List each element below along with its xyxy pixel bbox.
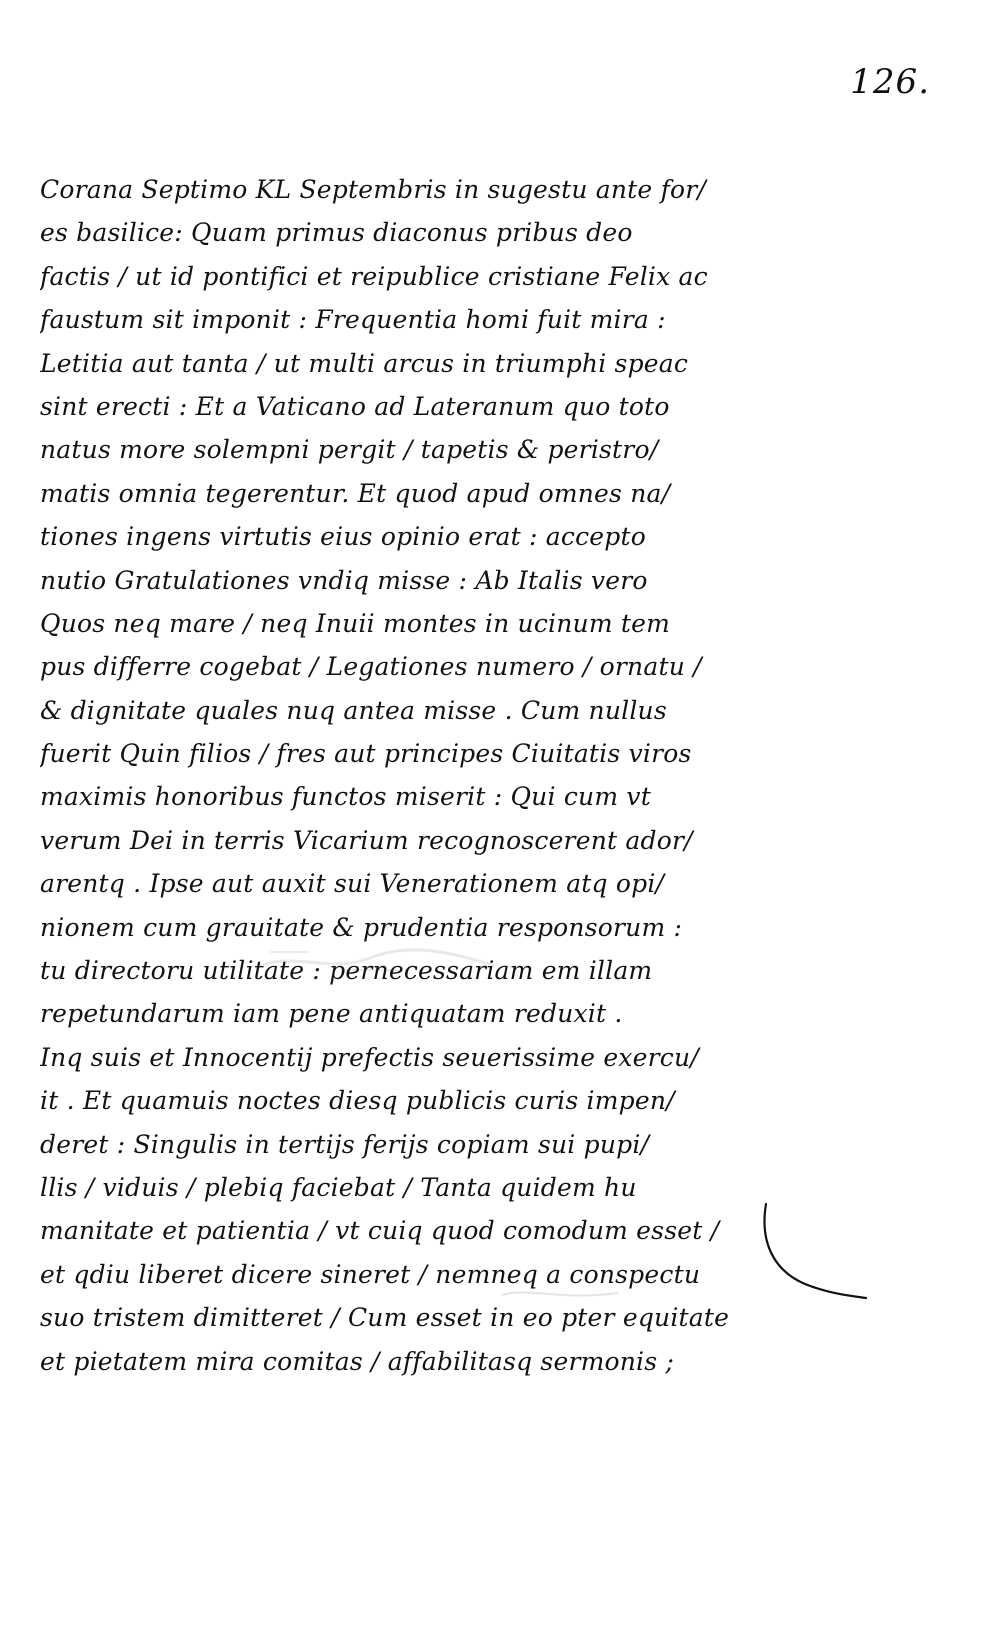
bleed-through-mark [500,1285,620,1303]
manuscript-line: Quos neq mare / neq Inuii montes in ucinum tem [40,608,671,638]
manuscript-line: natus more solempni pergit / tapetis & peristro/ [40,435,659,465]
manuscript-text-block [40,168,780,1383]
manuscript-line: tu directoru utilitate : pernecessariam em illam [40,956,653,986]
pen-flourish [760,1200,870,1300]
manuscript-line: maximis honoribus functos miserit : Qui cum vt [40,782,651,812]
manuscript-line: manitate et patientia / vt cuiq quod comodum esset / [40,1216,720,1246]
manuscript-line: Corana Septimo KL Septembris in sugestu ante for/ [40,175,707,204]
manuscript-line: matis omnia tegerentur. Et quod apud omnes na/ [40,478,671,508]
manuscript-line: es basilice: Quam primus diaconus pribus deo [40,218,633,248]
manuscript-line: & dignitate quales nuq antea misse . Cum nullus [40,695,667,725]
manuscript-line: faustum sit imponit : Frequentia homi fuit mira : [40,305,666,335]
manuscript-line: fuerit Quin filios / fres aut principes Ciuitatis viros [40,739,692,769]
manuscript-line: nionem cum grauitate & prudentia responsorum : [40,912,683,942]
manuscript-line: deret : Singulis in tertijs ferijs copiam sui pupi/ [40,1129,650,1159]
manuscript-line: sint erecti : Et a Vaticano ad Lateranum quo toto [40,391,670,421]
manuscript-line: repetundarum iam pene antiquatam reduxit . [40,999,623,1029]
manuscript-line: pus differre cogebat / Legationes numero / ornatu / [40,652,702,682]
manuscript-line: Letitia aut tanta / ut multi arcus in triumphi speac [40,348,689,378]
bleed-through-mark [250,940,500,980]
manuscript-line: nutio Gratulationes vndiq misse : Ab Italis vero [40,565,648,595]
manuscript-line: arentq . Ipse aut auxit sui Venerationem atq opi/ [40,869,665,899]
manuscript-line: suo tristem dimitteret / Cum esset in eo pter equitate [40,1303,730,1333]
manuscript-line: verum Dei in terris Vicarium recognoscerent ador/ [40,825,693,855]
manuscript-line: it . Et quamuis noctes diesq publicis curis impen/ [40,1086,675,1116]
manuscript-line: et qdiu liberet dicere sineret / nemneq a conspectu [40,1259,701,1289]
folio-number: 126. [850,62,930,102]
manuscript-line: et pietatem mira comitas / affabilitasq sermonis ; [40,1346,675,1376]
manuscript-line: Inq suis et Innocentij prefectis seuerissime exercu/ [40,1042,699,1072]
manuscript-line: factis / ut id pontifici et reipublice cristiane Felix ac [40,261,708,291]
manuscript-line: llis / viduis / plebiq faciebat / Tanta quidem hu [40,1172,637,1202]
manuscript-line: tiones ingens virtutis eius opinio erat : accepto [40,522,647,552]
